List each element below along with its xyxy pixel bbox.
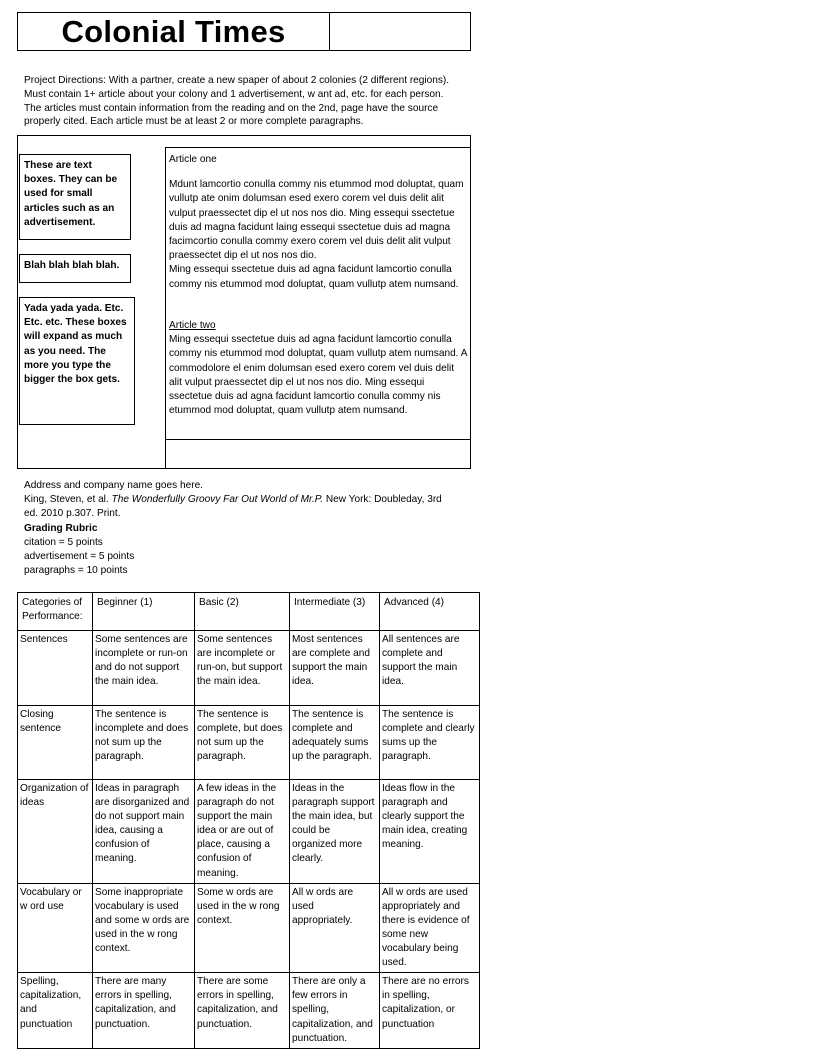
table-row	[18, 780, 480, 884]
text-box-yada[interactable]	[19, 297, 135, 425]
citation-line	[24, 493, 474, 507]
table-row	[18, 706, 480, 780]
citation-info	[24, 479, 474, 578]
article-one	[169, 153, 469, 292]
table-cell: Sentences	[18, 631, 93, 706]
project-directions	[24, 74, 474, 129]
article-one-paragraph: Ming essequi ssectetue duis ad agna facidunt lamcortio conulla commy nis etummod mod doluptat, quam vullutp atem numsand.	[169, 264, 459, 290]
grading-rubric-heading: Grading Rubric	[24, 522, 98, 534]
table-cell: The sentence is incomplete and does not sum up the paragraph.	[93, 706, 195, 780]
points-line: advertisement = 5 points	[24, 551, 135, 563]
column-header: Beginner (1)	[93, 593, 195, 631]
table-cell: There are only a few errors in spelling, capitalization, and punctuation.	[290, 973, 380, 1049]
table-cell: There are many errors in spelling, capitalization, and punctuation.	[93, 973, 195, 1049]
table-cell: A few ideas in the paragraph do not support the main idea or are out of place, causing a confusion of meaning.	[195, 780, 290, 884]
table-cell: Vocabulary or w ord use	[18, 883, 93, 973]
rubric-table	[17, 592, 480, 1049]
citation-line-2: ed. 2010 p.307. Print.	[24, 508, 121, 520]
table-cell: Ideas flow in the paragraph and clearly support the main idea, creating meaning.	[380, 780, 480, 884]
table-cell: Some sentences are incomplete or run-on, but support the main idea.	[195, 631, 290, 706]
directions-line: properly cited. Each article must be at least 2 or more complete paragraphs.	[24, 116, 364, 128]
article-one-paragraph: Mdunt lamcortio conulla commy nis etummod mod doluptat, quam vullutp ate onim dolumsan esed exero corem vel duis delit alit vulput praessectet dip el ut nos nos dio. Ming essequi ssectetue duis ad magna facidunt laing essequi ssectetue duis ad magna facimcortio conulla commy exero corem vel duis delit alit vulput praessectet dip el ut nos nos dio.	[169, 179, 464, 262]
table-cell: Ideas in the paragraph support the main idea, but could be organized more clearly.	[290, 780, 380, 884]
table-row	[18, 883, 480, 973]
column-header: Basic (2)	[195, 593, 290, 631]
table-cell: All sentences are complete and support the main idea.	[380, 631, 480, 706]
table-cell: Some sentences are incomplete or run-on and do not support the main idea.	[93, 631, 195, 706]
table-cell: Some w ords are used in the w rong context.	[195, 883, 290, 973]
text-box-blah[interactable]	[19, 254, 131, 283]
table-cell: Closing sentence	[18, 706, 93, 780]
article-two	[169, 319, 469, 418]
table-cell: Organization of ideas	[18, 780, 93, 884]
table-cell: All w ords are used appropriately and there is evidence of some new vocabulary being used.	[380, 883, 480, 973]
directions-line: Project Directions: With a partner, create a new spaper of about 2 colonies (2 different regions).	[24, 75, 450, 86]
table-row	[18, 631, 480, 706]
citation-authors: King, Steven, et al.	[24, 494, 112, 506]
column-header: Advanced (4)	[380, 593, 480, 631]
text-box-advertisement[interactable]	[19, 154, 131, 240]
column-header: Intermediate (3)	[290, 593, 380, 631]
table-cell: The sentence is complete, but does not sum up the paragraph.	[195, 706, 290, 780]
table-cell: There are no errors in spelling, capitalization, or punctuation	[380, 973, 480, 1049]
table-cell: Most sentences are complete and support the main idea.	[290, 631, 380, 706]
table-cell: Ideas in paragraph are disorganized and do not support main idea, causing a confusion of meaning.	[93, 780, 195, 884]
citation-title: The Wonderfully Groovy Far Out World of Mr.P.	[111, 494, 324, 506]
header-divider	[329, 13, 330, 50]
newspaper-header	[17, 12, 471, 51]
article-two-heading: Article two	[169, 320, 216, 331]
article-top-rule	[165, 147, 470, 148]
table-cell: There are some errors in spelling, capitalization, and punctuation.	[195, 973, 290, 1049]
table-cell: Spelling, capitalization, and punctuation	[18, 973, 93, 1049]
column-header: Categories of Performance:	[18, 593, 93, 631]
article-one-heading: Article one	[169, 154, 217, 165]
points-line: paragraphs = 10 points	[24, 565, 128, 577]
page-title: Colonial Times	[61, 14, 286, 49]
table-header-row	[18, 593, 480, 631]
newspaper-layout	[17, 135, 471, 469]
article-two-paragraph: Ming essequi ssectetue duis ad agna facidunt lamcortio conulla commy nis etummod mod doluptat, quam vullutp atem numsand. A commodolore el enim dolumsan esed exero corem vel duis delit alit vulput praessectet dip el ut nos nos dio. Ming essequi ssectetue duis ad agna facidunt lamcortio conulla commy nis etummod mod doluptat, quam vullutp atem numsand.	[169, 334, 467, 417]
points-line: citation = 5 points	[24, 536, 103, 548]
directions-line: The articles must contain information from the reading and on the 2nd, page have the source	[24, 102, 439, 114]
text-box-content: Yada yada yada. Etc. Etc. etc. These boxes will expand as much as you need. The more you type the bigger the box gets.	[24, 303, 127, 386]
table-cell: All w ords are used appropriately.	[290, 883, 380, 973]
address-line: Address and company name goes here.	[24, 480, 203, 491]
table-cell: The sentence is complete and clearly sums up the paragraph.	[380, 706, 480, 780]
table-row	[18, 973, 480, 1049]
text-box-content: Blah blah blah blah.	[24, 260, 120, 271]
table-cell: The sentence is complete and adequately sums up the paragraph.	[290, 706, 380, 780]
column-divider	[165, 147, 166, 468]
table-cell: Some inappropriate vocabulary is used and some w ords are used in the w rong context.	[93, 883, 195, 973]
text-box-content: These are text boxes. They can be used for small articles such as an advertisement.	[24, 160, 118, 228]
citation-publisher: New York: Doubleday, 3rd	[323, 494, 442, 506]
directions-line: Must contain 1+ article about your colony and 1 advertisement, w ant ad, etc. for each person.	[24, 88, 444, 100]
article-bottom-rule	[165, 439, 470, 440]
